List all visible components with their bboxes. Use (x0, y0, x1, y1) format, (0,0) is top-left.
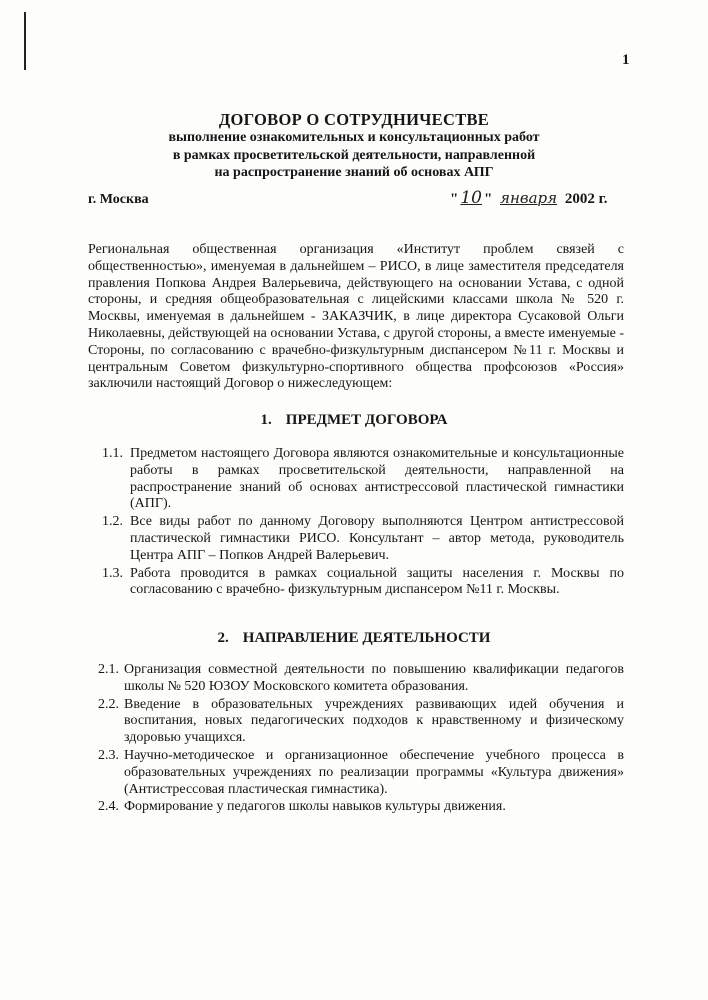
section-2-list (98, 662, 624, 817)
clause-number: 1.2. (102, 514, 123, 530)
date-open-quote: " (450, 191, 459, 207)
contract-date (450, 188, 607, 208)
clause-number: 2.4. (98, 799, 119, 815)
subtitle-line: в рамках просветительской деятельности, направленной (172, 147, 536, 163)
city-label: г. Москва (88, 192, 149, 207)
clause-number: 2.2. (98, 696, 119, 712)
clause-2-3 (98, 748, 624, 798)
document-title: ДОГОВОР О СОТРУДНИЧЕСТВЕ (218, 110, 490, 129)
preamble-paragraph: Региональная общественная организация «Институт проблем связей с общественностью», именуемая в дальнейшем – РИСО, в лице заместителя председателя правления Попкова Андрея Валерьевича, действующего на основании Устава, с одной стороны, и средняя общеобразовательная с лицейскими классами школа № 520 г. Москвы, именуемая в дальнейшем - ЗАКАЗЧИК, в лице директора Сусаковой Ольги Николаевны, действующей на основании Устава, с другой стороны, а вместе именуемые - Стороны, по согласованию с врачебно-физкультурным диспансером №11 г. Москвы и центральным Советом физкультурно-спортивного общества профсоюзов «Россия» заключили настоящий Договор о нижеследующем: (88, 242, 624, 392)
clause-number: 2.1. (98, 662, 119, 677)
clause-text: Введение в образовательных учреждениях развивающих идей обучения и воспитания, новых педагогических подходов к нравственному и физическому здоровью учащихся. (124, 696, 624, 746)
clause-text: Предметом настоящего Договора являются ознакомительные и консультационные работы в рамках просветительской деятельности, направленной на распространение знаний об основах антистрессовой пластической гимнастики (АПГ). (130, 446, 624, 512)
section-2-number: 2. (217, 630, 229, 646)
clause-1-1 (102, 446, 624, 513)
clause-number: 1.1. (102, 446, 123, 461)
date-suffix: г. (598, 191, 608, 207)
document-subtitle (0, 129, 708, 182)
date-year: 2002 (564, 191, 595, 207)
clause-text: Научно-методическое и организационное обеспечение учебного процесса в образовательных учреждениях по реализации программы «Культура движения» (Антистрессовая пластическая гимнастика). (124, 747, 624, 797)
section-2-heading (0, 630, 708, 647)
page-number: 1 (622, 52, 630, 68)
margin-pen-mark (24, 12, 26, 70)
clause-1-2 (102, 514, 624, 564)
section-1-list (102, 446, 624, 600)
subtitle-line: на распространение знаний об основах АПГ (214, 165, 494, 180)
section-2-title: НАПРАВЛЕНИЕ ДЕЯТЕЛЬНОСТИ (242, 630, 491, 646)
date-month-handwritten: января (500, 189, 558, 207)
clause-text: Все виды работ по данному Договору выполняются Центром антистрессовой пластической гимнастики РИСО. Консультант – автор метода, руководитель Центра АПГ – Попков Андрей Валерьевич. (130, 514, 624, 563)
clause-text: Формирование у педагогов школы навыков культуры движения. (124, 799, 506, 815)
section-1-title: ПРЕДМЕТ ДОГОВОРА (285, 412, 448, 428)
clause-1-3 (102, 566, 624, 600)
date-close-quote: " (483, 191, 493, 207)
clause-number: 1.3. (102, 565, 123, 581)
clause-number: 2.3. (98, 747, 119, 763)
clause-2-2 (98, 697, 624, 747)
clause-text: Организация совместной деятельности по повышению квалификации педагогов школы № 520 ЮЗОУ Московского комитета образования. (124, 662, 624, 694)
section-1-heading (0, 412, 708, 429)
section-1-number: 1. (260, 412, 272, 428)
date-day-handwritten: 10 (460, 188, 482, 208)
clause-2-4 (98, 799, 624, 816)
clause-text: Работа проводится в рамках социальной защиты населения г. Москвы по согласованию с врачебно- физкультурным диспансером №11 г. Москвы. (130, 565, 624, 598)
clause-2-1 (98, 662, 624, 696)
subtitle-line: выполнение ознакомительных и консультационных работ (168, 130, 540, 145)
